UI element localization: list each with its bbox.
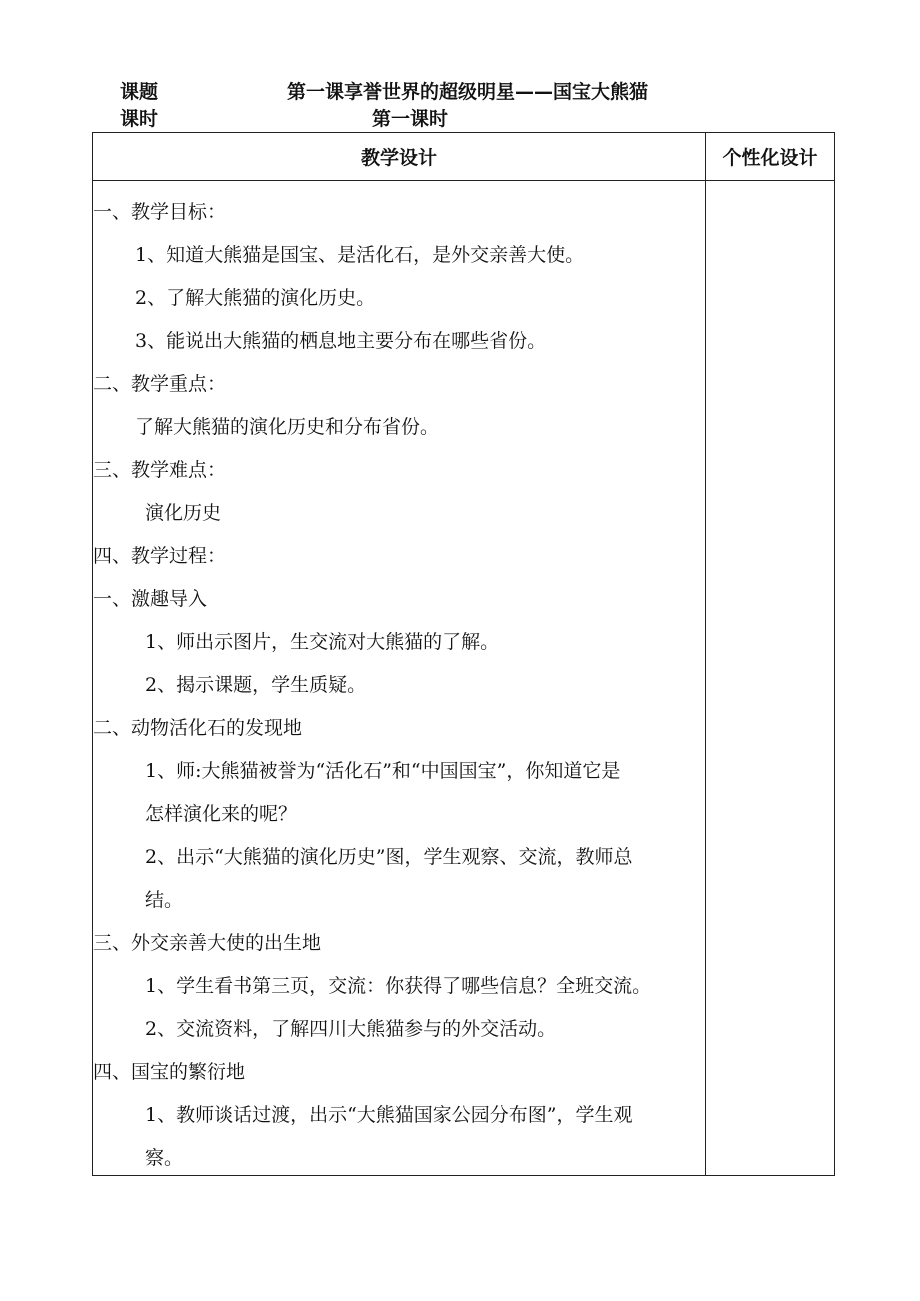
period-value: 第一课时 [372, 108, 449, 130]
objective-item: 2、了解大熊猫的演化历史。 [135, 287, 376, 309]
objective-item: 3、能说出大熊猫的栖息地主要分布在哪些省份。 [135, 330, 547, 352]
process-step-heading: 一、激趣导入 [93, 588, 208, 610]
process-step-item: 1、师出示图片，生交流对大熊猫的了解。 [145, 631, 500, 653]
process-step-item-cont: 结。 [145, 889, 184, 911]
process-step-item: 2、交流资料，了解四川大熊猫参与的外交活动。 [145, 1018, 557, 1040]
process-step-heading: 三、外交亲善大使的出生地 [93, 932, 322, 954]
section-heading: 三、教学难点： [93, 459, 227, 481]
process-step-item: 1、师:大熊猫被誉为“活化石”和“中国国宝”，你知道它是 [145, 760, 621, 782]
process-step-heading: 二、动物活化石的发现地 [93, 717, 303, 739]
process-step-heading: 四、国宝的繁衍地 [93, 1061, 246, 1083]
process-step-item: 1、教师谈话过渡，出示“大熊猫国家公园分布图”，学生观 [145, 1104, 633, 1126]
section-heading: 一、教学目标： [93, 201, 227, 223]
personalized-design-header: 个性化设计 [706, 133, 835, 181]
process-step-item-cont: 察。 [145, 1147, 184, 1169]
key-point-text: 了解大熊猫的演化历史和分布省份。 [135, 416, 440, 438]
difficulty-text: 演化历史 [145, 502, 222, 524]
section-heading: 四、教学过程： [93, 545, 227, 567]
process-step-item: 2、揭示课题，学生质疑。 [145, 674, 367, 696]
process-step-item: 1、学生看书第三页，交流：你获得了哪些信息？全班交流。 [145, 975, 652, 997]
topic-label: 课题 [120, 81, 159, 103]
lesson-plan-table [92, 132, 835, 1176]
topic-title: 第一课享誉世界的超级明星——国宝大熊猫 [287, 81, 649, 103]
teaching-design-header: 教学设计 [93, 133, 706, 181]
personalized-design-content [706, 181, 835, 1176]
process-step-item: 2、出示“大熊猫的演化历史”图，学生观察、交流，教师总 [145, 846, 633, 868]
teaching-design-content [93, 181, 706, 1176]
period-label: 课时 [120, 108, 159, 130]
process-step-item-cont: 怎样演化来的呢？ [145, 803, 298, 825]
objective-item: 1、知道大熊猫是国宝、是活化石，是外交亲善大使。 [135, 244, 585, 266]
section-heading: 二、教学重点： [93, 373, 227, 395]
